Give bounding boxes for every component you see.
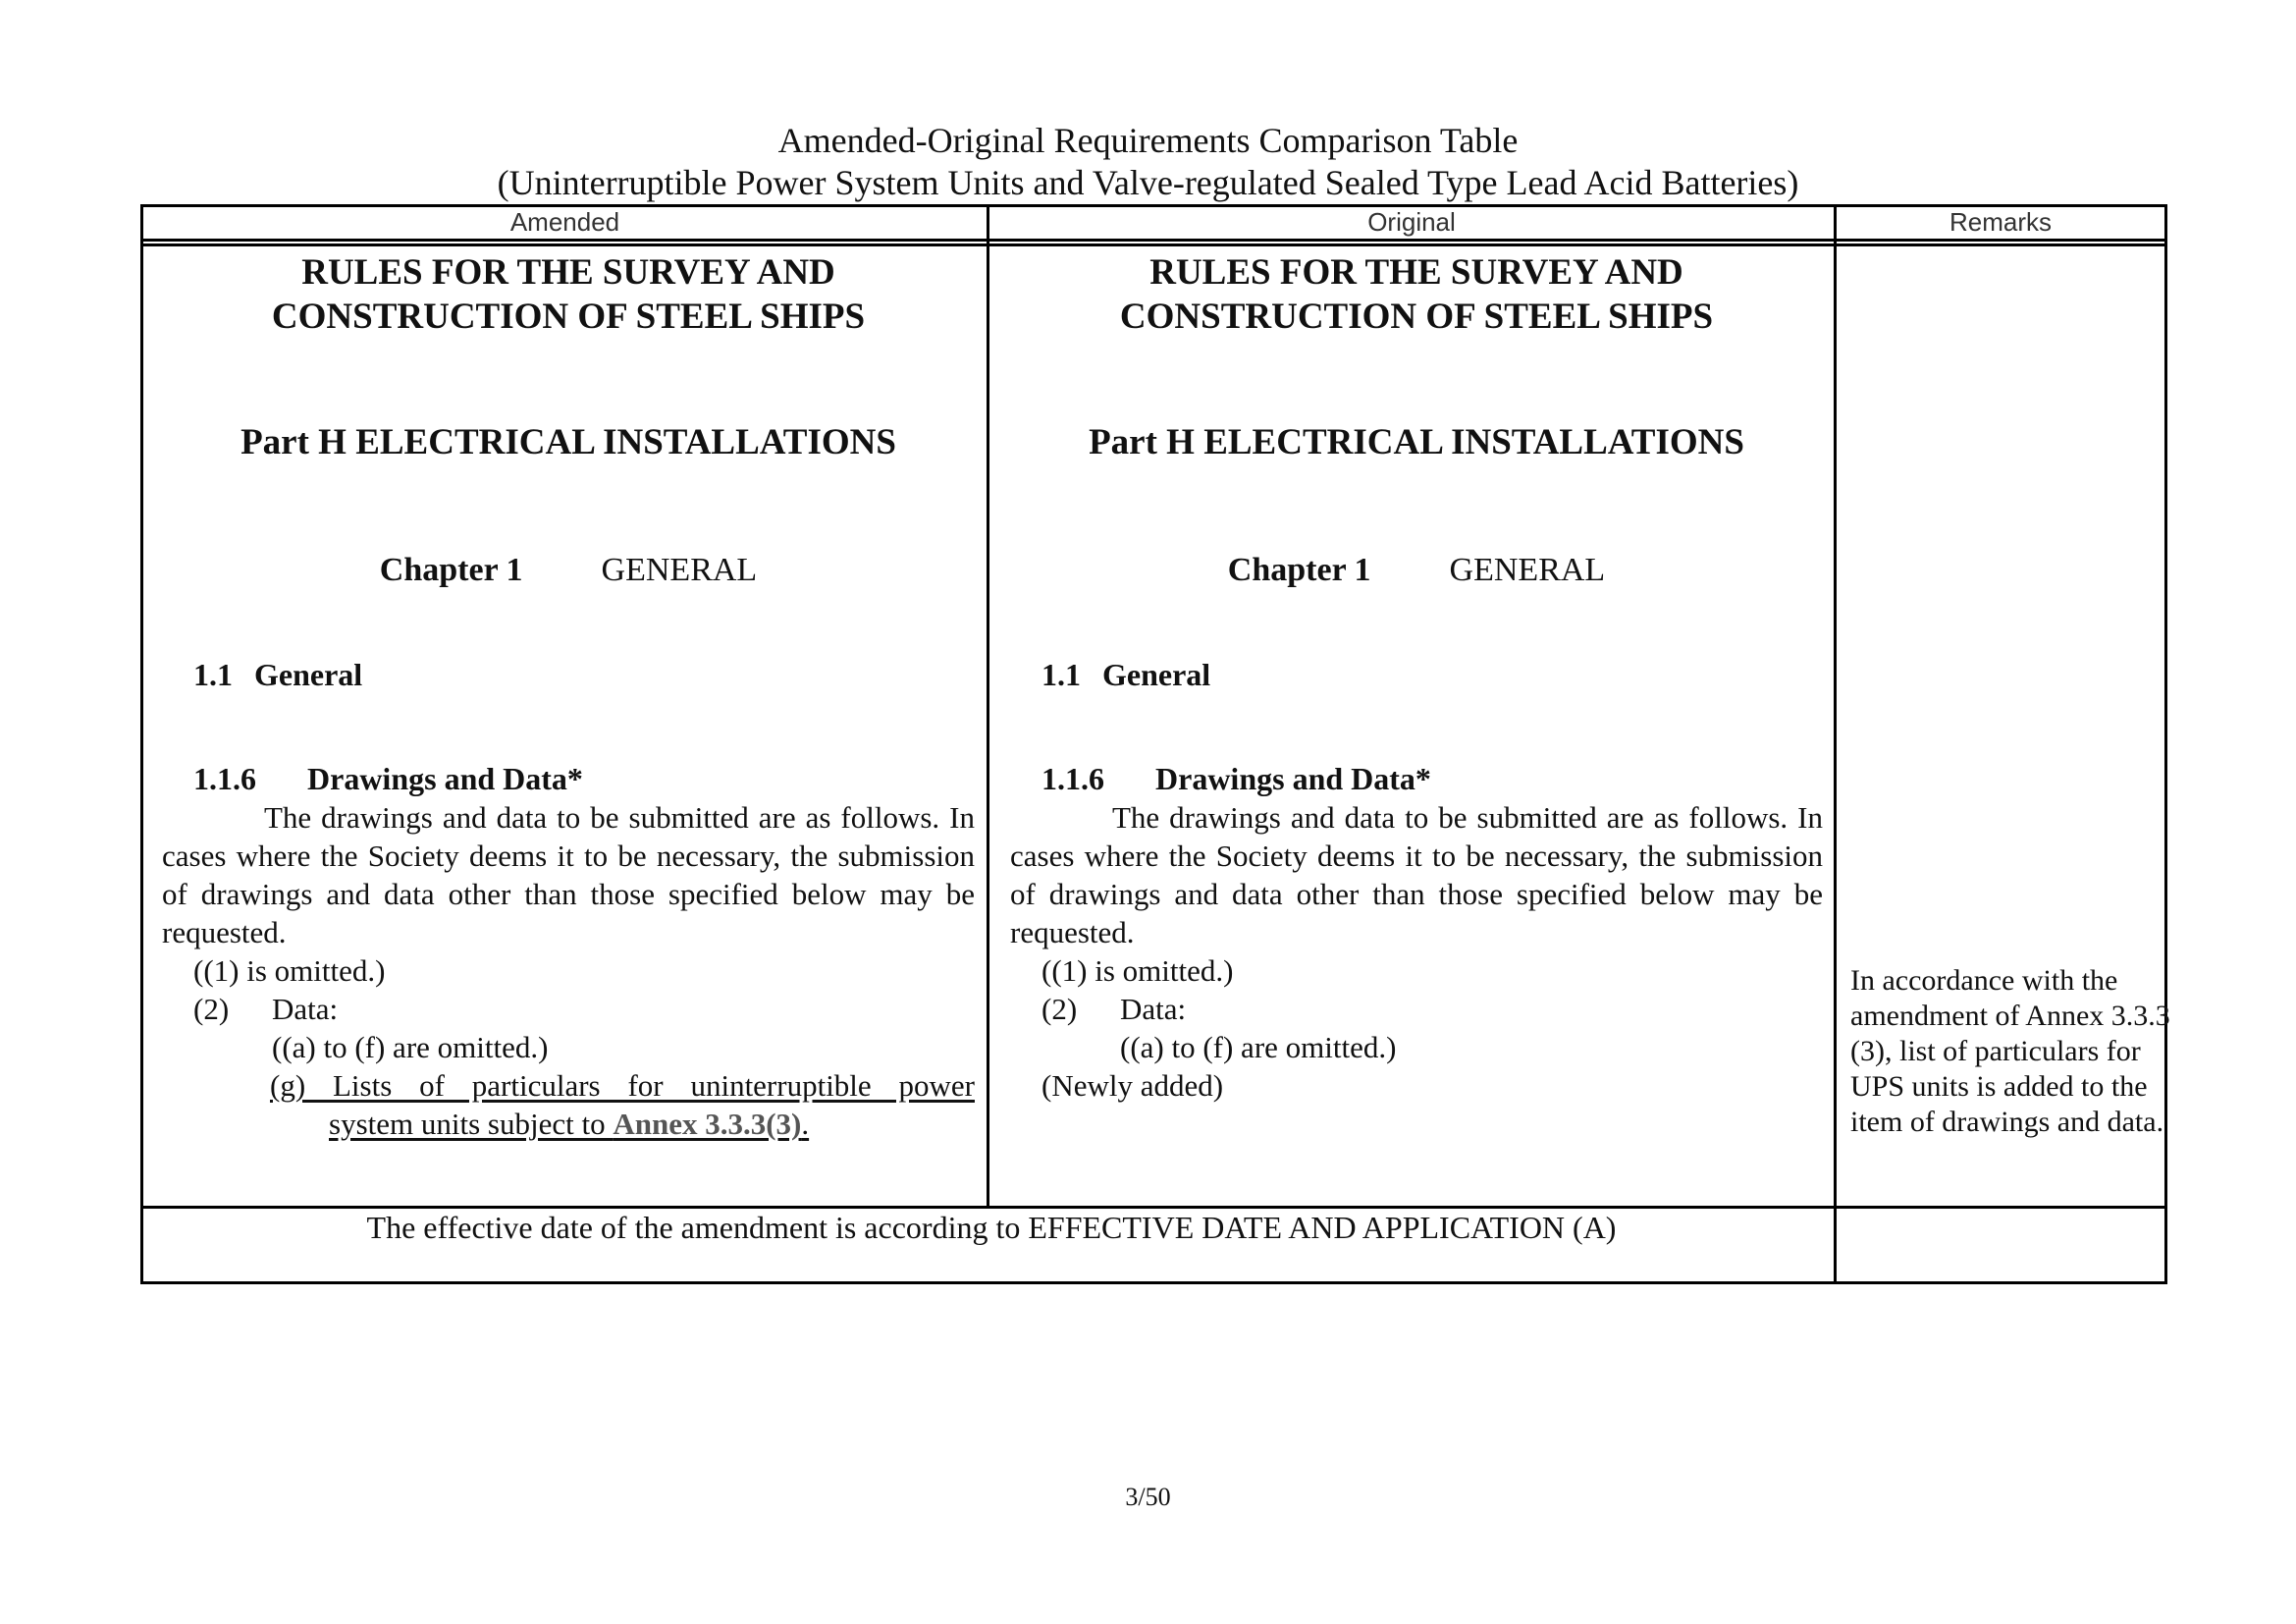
newly-added-note: (Newly added) [1041, 1068, 1224, 1103]
rules-line-1: RULES FOR THE SURVEY AND [301, 252, 835, 293]
item-omitted: ((1) is omitted.) [193, 953, 386, 988]
header-divider-top [140, 239, 2166, 242]
table-border-left [140, 204, 143, 1284]
section-title: General [254, 657, 363, 692]
part-heading: Part H ELECTRICAL INSTALLATIONS [240, 422, 896, 462]
header-remarks: Remarks [1949, 207, 2052, 237]
page-number: 3/50 [1125, 1483, 1171, 1511]
column-divider-1 [987, 244, 989, 1209]
item-2-text: Data: [272, 992, 339, 1026]
subsection-heading [162, 759, 975, 798]
rules-line-2: CONSTRUCTION OF STEEL SHIPS [1119, 297, 1714, 337]
annex-reference: Annex 3.3.3(3) [613, 1107, 802, 1141]
chapter-heading [1010, 551, 1823, 590]
item-2-text: Data: [1120, 992, 1187, 1026]
amended-column [162, 250, 975, 1143]
header-divider-bottom [140, 244, 2166, 246]
original-column [1010, 250, 1823, 1105]
section-number: 1.1 [193, 657, 233, 692]
chapter-number: Chapter 1 [379, 552, 523, 588]
item-2-subitems: ((a) to (f) are omitted.) [272, 1030, 549, 1064]
subsection-number: 1.1.6 [1041, 761, 1104, 796]
section-heading [1010, 655, 1823, 694]
body-paragraph: The drawings and data to be submitted are as follows. In cases where the Society deems it to be necessary, the submission of drawings and data other than those specified below may be requested. [1010, 800, 1823, 949]
rules-line-2: CONSTRUCTION OF STEEL SHIPS [271, 297, 866, 337]
rules-heading [1010, 250, 1823, 339]
section-title: General [1102, 657, 1211, 692]
rules-heading [162, 250, 975, 339]
subsection-heading [1010, 759, 1823, 798]
section-heading [162, 655, 975, 694]
part-heading: Part H ELECTRICAL INSTALLATIONS [1089, 422, 1744, 462]
document-title: Amended-Original Requirements Comparison Table [777, 121, 1519, 160]
item-g-line-2-text: system units subject to [329, 1107, 614, 1141]
header-original: Original [1367, 207, 1456, 237]
chapter-title: GENERAL [601, 552, 758, 588]
subsection-title: Drawings and Data* [307, 761, 583, 796]
item-omitted: ((1) is omitted.) [1041, 953, 1234, 988]
header-amended: Amended [509, 207, 620, 237]
section-number: 1.1 [1041, 657, 1081, 692]
subsection-title: Drawings and Data* [1155, 761, 1431, 796]
effective-date-note: The effective date of the amendment is according to EFFECTIVE DATE AND APPLICATION (A) [366, 1210, 1617, 1245]
body-paragraph: The drawings and data to be submitted are as follows. In cases where the Society deems it to be necessary, the submission of drawings and data other than those specified below may be requested. [162, 800, 975, 949]
item-2-subitems: ((a) to (f) are omitted.) [1120, 1030, 1397, 1064]
item-2 [1010, 990, 1823, 1028]
chapter-title: GENERAL [1449, 552, 1606, 588]
item-g-line-2 [329, 1105, 975, 1143]
rules-line-1: RULES FOR THE SURVEY AND [1149, 252, 1683, 293]
item-2-label: (2) [193, 992, 230, 1026]
table-border-bottom [140, 1281, 2166, 1284]
remarks-text: In accordance with the amendment of Annex 3.3.3 (3), list of particulars for UPS units is added to the item of drawings and data. [1850, 964, 2170, 1138]
item-g-line-2-end: . [801, 1107, 810, 1141]
document-subtitle: (Uninterruptible Power System Units and Valve-regulated Sealed Type Lead Acid Batteries) [497, 163, 1799, 202]
chapter-heading [162, 551, 975, 590]
item-g-line-1: (g) Lists of particulars for uninterruptible power [270, 1068, 975, 1103]
subsection-number: 1.1.6 [193, 761, 256, 796]
chapter-number: Chapter 1 [1227, 552, 1371, 588]
item-2 [162, 990, 975, 1028]
item-2-label: (2) [1041, 992, 1078, 1026]
column-divider-2 [1834, 204, 1837, 1284]
